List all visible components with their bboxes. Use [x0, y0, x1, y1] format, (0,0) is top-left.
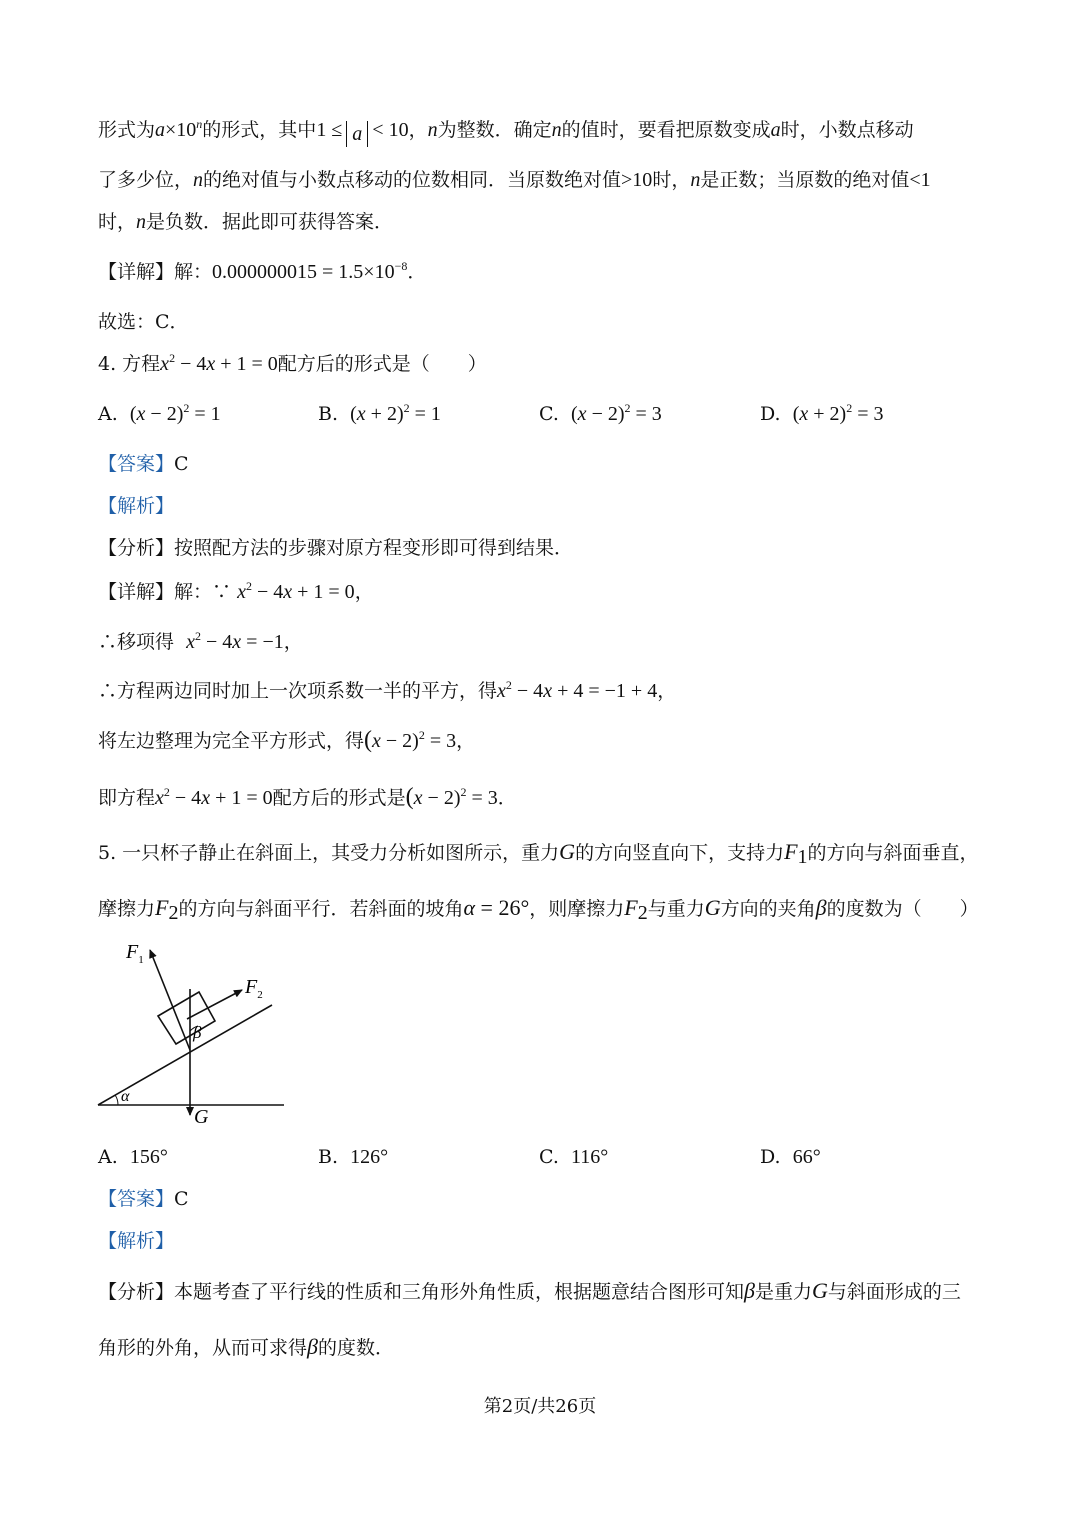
- math-text: = 1: [189, 403, 221, 425]
- var-beta: β: [815, 895, 827, 920]
- answer-tag: 【答案】: [98, 1188, 175, 1210]
- q4-step-4: [98, 785, 517, 810]
- text: ．: [497, 787, 517, 809]
- math-text: − 2): [145, 403, 184, 425]
- math-text: (: [129, 403, 137, 425]
- q5-option-c: [539, 1145, 608, 1169]
- math-text: (: [792, 403, 800, 425]
- var: x: [356, 403, 366, 425]
- text: ，: [456, 730, 476, 752]
- text: 的值时，要看把原数变成: [561, 119, 771, 141]
- text: ，: [354, 581, 374, 603]
- var-beta: β: [744, 1278, 755, 1303]
- equation: [405, 784, 498, 810]
- option-math: [350, 403, 441, 425]
- text: 故选：C．: [98, 311, 189, 333]
- var: x: [237, 581, 246, 603]
- text: 的绝对值与小数点移动的位数相同．当原数绝对值: [203, 169, 622, 191]
- q4-analysis-tag: [98, 494, 174, 518]
- q5-option-a: [98, 1145, 168, 1169]
- equation: [364, 727, 457, 753]
- text: 配方后的形式是（ ）: [277, 353, 487, 375]
- text: ．: [407, 261, 427, 283]
- text: ，则摩擦力: [529, 898, 625, 920]
- f1-label: $F_1$: [126, 941, 144, 966]
- var: x: [186, 631, 195, 653]
- math-text: (: [350, 403, 357, 425]
- equation: [186, 631, 284, 653]
- equation: [237, 581, 355, 603]
- text: 将左边整理为完全平方形式，得: [98, 730, 365, 752]
- var-n: n: [193, 169, 204, 191]
- math-text: + 2): [365, 403, 404, 425]
- detail-line: [98, 260, 426, 284]
- text: 4. 方程: [98, 353, 161, 375]
- option-value: 126°: [350, 1146, 389, 1168]
- text: 5. 一只杯子静止在斜面上，其受力分析如图所示，重力: [98, 842, 560, 864]
- math-text: = 3: [852, 403, 884, 425]
- math-sci: [212, 261, 407, 283]
- text: ∴方程两边同时加上一次项系数一半的平方，得: [98, 680, 498, 702]
- f2-label: $F_2$: [245, 976, 263, 1001]
- option-label: A.: [98, 403, 118, 425]
- answer-value: C: [174, 1188, 189, 1210]
- beta-label: β: [193, 1023, 202, 1042]
- var-G: G: [559, 839, 576, 864]
- question-5-line-2: [98, 895, 979, 924]
- math-text: (: [571, 403, 578, 425]
- math-text: = 1: [409, 403, 441, 425]
- text: 是正数；当原数的绝对值: [700, 169, 910, 191]
- text: 是重力: [755, 1281, 813, 1303]
- fenxi-tag: 【分析】: [98, 1281, 175, 1303]
- text: 摩擦力: [98, 898, 156, 920]
- math-text: − 4: [201, 631, 233, 653]
- q4-option-c: [539, 402, 662, 426]
- text: 配方后的形式是: [272, 787, 406, 809]
- var-n: n: [427, 119, 438, 141]
- option-label: C.: [539, 403, 559, 425]
- var: x: [577, 403, 587, 425]
- var: x: [283, 581, 293, 603]
- math-text: 0.000000015 = 1.5×10: [212, 261, 395, 283]
- math-text: = −1: [241, 631, 284, 653]
- math-text: − 4: [175, 353, 207, 375]
- var-G: G: [704, 895, 721, 920]
- math-text: < 10: [372, 119, 409, 141]
- text: 的度数为（ ）: [826, 898, 979, 920]
- var: x: [497, 680, 506, 702]
- text: 的方向竖直向下，支持力: [575, 842, 785, 864]
- option-label: B.: [318, 403, 339, 425]
- text: 时，: [652, 169, 691, 191]
- text: 时，小数点移动: [780, 119, 914, 141]
- analysis-tag: 【解析】: [98, 495, 175, 517]
- alpha-arc: [115, 1095, 118, 1105]
- var-F: F: [624, 895, 638, 920]
- text: 即方程: [98, 787, 156, 809]
- exp: 2: [169, 351, 176, 365]
- math-text: <1: [909, 169, 931, 191]
- q5-fenxi-line-1: [98, 1279, 961, 1304]
- text: 的方向与斜面垂直，: [807, 842, 979, 864]
- var: x: [799, 403, 809, 425]
- text: 按照配方法的步骤对原方程变形即可得到结果．: [174, 537, 574, 559]
- text: 了多少位，: [98, 169, 194, 191]
- var-beta: β: [307, 1334, 318, 1359]
- math-text: (: [364, 727, 373, 753]
- text: 时，: [98, 211, 137, 233]
- math-text: = 3: [466, 787, 498, 809]
- var-n: n: [551, 119, 562, 141]
- var-F: F: [784, 839, 798, 864]
- exp: 2: [460, 785, 467, 799]
- sub: 2: [637, 902, 648, 924]
- answer-value: C: [174, 453, 189, 475]
- var-F: F: [155, 895, 169, 920]
- text: 形式为: [98, 119, 156, 141]
- detail-tag: 【详解】解：: [98, 261, 213, 283]
- exp: 2: [624, 401, 631, 415]
- exp: 2: [846, 401, 853, 415]
- para-line-1: [98, 118, 914, 147]
- var: x: [232, 631, 242, 653]
- sub: 2: [168, 902, 179, 924]
- math-text: + 1 = 0: [215, 353, 278, 375]
- q4-option-d: [760, 402, 884, 426]
- option-value: 156°: [129, 1146, 168, 1168]
- q4-step-1: [98, 630, 303, 654]
- math-range: [316, 119, 409, 145]
- equation: [497, 680, 657, 702]
- exp: −8: [394, 259, 408, 273]
- text: 的度数．: [317, 1337, 394, 1359]
- math-text: = 26°: [475, 895, 530, 920]
- text: 的方向与斜面平行．若斜面的坡角: [178, 898, 464, 920]
- text: 方向的夹角: [720, 898, 816, 920]
- para-line-3: [98, 210, 393, 234]
- equation: [155, 787, 273, 809]
- var: x: [160, 353, 170, 375]
- math-text: = 3: [630, 403, 662, 425]
- var-n: n: [136, 211, 147, 233]
- math-text: + 2): [808, 403, 847, 425]
- text: ，: [408, 119, 428, 141]
- text: ，: [283, 631, 303, 653]
- var: x: [201, 787, 211, 809]
- q4-step-3: [98, 728, 475, 753]
- fenxi-tag: 【分析】: [98, 537, 175, 559]
- exp: 2: [163, 785, 170, 799]
- option-label: B.: [318, 1146, 339, 1168]
- math-text: + 1 = 0: [292, 581, 355, 603]
- option-label: A.: [98, 1146, 118, 1168]
- q5-option-d: [760, 1145, 821, 1169]
- q5-analysis-tag: [98, 1229, 174, 1253]
- math-text: + 4 = −1 + 4: [552, 680, 658, 702]
- q5-answer: [98, 1187, 189, 1211]
- option-label: C.: [539, 1146, 559, 1168]
- answer-tag: 【答案】: [98, 453, 175, 475]
- math-text: − 2): [380, 730, 419, 752]
- exp: 2: [195, 629, 201, 643]
- var: x: [543, 680, 553, 702]
- question-4: [98, 352, 487, 376]
- math-text: = 3: [424, 730, 457, 752]
- math-text: − 4: [511, 680, 544, 702]
- var: x: [372, 730, 381, 752]
- option-math: [793, 403, 884, 425]
- text: 是负数．据此即可获得答案．: [146, 211, 394, 233]
- equation: [160, 353, 278, 375]
- q4-detail: [98, 580, 374, 604]
- math-text: ×10: [165, 119, 197, 141]
- choose-line: [98, 310, 189, 334]
- var: a: [155, 119, 166, 141]
- option-value: 66°: [792, 1146, 821, 1168]
- page-footer: 第2页/共26页: [483, 1396, 597, 1417]
- detail-tag: 【详解】解：∵: [98, 581, 232, 603]
- q4-option-b: [318, 402, 441, 426]
- force-diagram: [90, 935, 300, 1135]
- var: x: [136, 403, 146, 425]
- q4-option-a: [98, 402, 221, 426]
- option-math: [130, 403, 221, 425]
- var-n: n: [690, 169, 701, 191]
- sub: 1: [797, 846, 808, 868]
- g-label: G: [194, 1106, 209, 1128]
- math-text: 1 ≤: [316, 119, 343, 141]
- var-G: G: [812, 1278, 828, 1303]
- q4-answer: [98, 452, 189, 476]
- q5-fenxi-line-2: [98, 1335, 394, 1360]
- exp: 2: [183, 401, 190, 415]
- math-text: − 4: [251, 581, 284, 603]
- text: ∴移项得: [98, 631, 175, 653]
- math-text: − 2): [586, 403, 625, 425]
- exp: 2: [245, 579, 252, 593]
- var-a: a: [770, 119, 781, 141]
- exp: 2: [418, 728, 425, 742]
- math-text: − 2): [422, 787, 461, 809]
- math-a: [155, 119, 202, 141]
- option-value: 116°: [571, 1146, 609, 1168]
- text: 角形的外角，从而可求得: [98, 1337, 308, 1359]
- exp: n: [196, 117, 203, 131]
- q4-step-2: [98, 679, 676, 703]
- q5-option-b: [318, 1145, 388, 1169]
- question-5-line-1: [98, 839, 979, 868]
- text: 与斜面形成的三: [827, 1281, 961, 1303]
- option-label: D.: [760, 1146, 781, 1168]
- cup-block: [158, 992, 215, 1044]
- text: ，: [657, 680, 677, 702]
- q4-fenxi: [98, 536, 573, 560]
- alpha-label: α: [121, 1088, 130, 1105]
- math-text: >10: [621, 169, 653, 191]
- var: x: [155, 787, 164, 809]
- math-text: + 1 = 0: [210, 787, 273, 809]
- exp: 2: [403, 401, 410, 415]
- text: 为整数．确定: [437, 119, 552, 141]
- text: 的形式，其中: [202, 119, 317, 141]
- option-math: [571, 403, 662, 425]
- math-text: (: [405, 784, 414, 810]
- var: x: [206, 353, 216, 375]
- exp: 2: [505, 678, 512, 692]
- var-alpha: α: [463, 895, 476, 920]
- text: 与重力: [647, 898, 705, 920]
- para-line-2: [98, 168, 931, 192]
- abs-a: a: [346, 121, 368, 147]
- text: 本题考查了平行线的性质和三角形外角性质，根据题意结合图形可知: [174, 1281, 745, 1303]
- option-label: D.: [760, 403, 781, 425]
- var: x: [413, 787, 423, 809]
- analysis-tag: 【解析】: [98, 1230, 175, 1252]
- math-text: − 4: [169, 787, 202, 809]
